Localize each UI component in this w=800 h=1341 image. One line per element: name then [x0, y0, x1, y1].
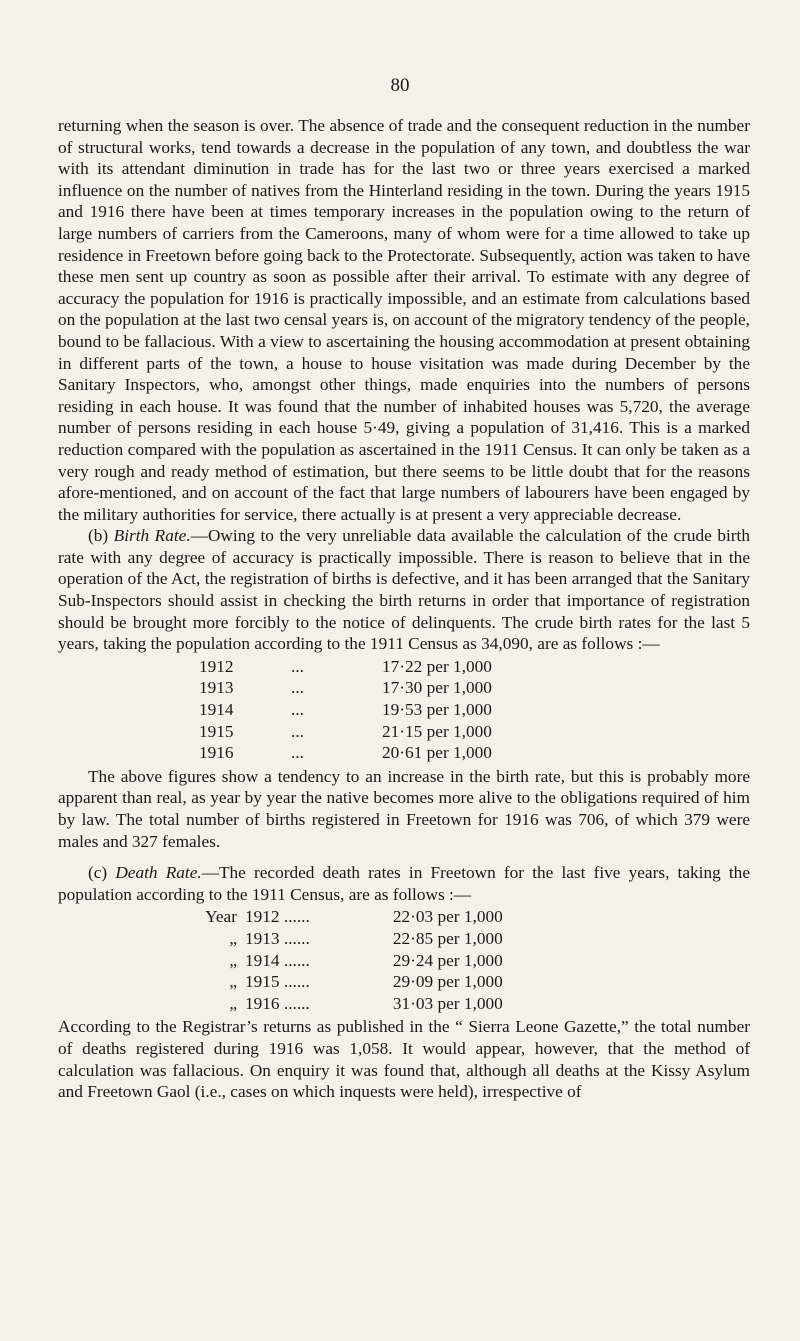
year-cell: 1912	[199, 656, 234, 676]
rate-cell	[382, 656, 492, 678]
leader-dots: ...	[291, 721, 304, 741]
page-number: 80	[390, 75, 410, 96]
rate-cell	[382, 677, 492, 699]
rate-unit: per 1,000	[426, 743, 492, 763]
leader-dots: ...	[291, 700, 304, 720]
table-row	[199, 906, 503, 928]
year-cell: 1913 ...	[245, 928, 297, 948]
table-row	[199, 656, 492, 678]
rate-value: 21·15	[382, 721, 423, 741]
year-label: „	[229, 950, 237, 970]
leader-dots: ...	[296, 972, 310, 992]
table-row	[199, 971, 503, 993]
year-cell: 1916	[199, 743, 234, 763]
year-label: „	[229, 972, 237, 992]
table-row	[199, 928, 503, 950]
birth-rate-commentary: The above figures show a tendency to an increase in the birth rate, but this is probably more apparent than real, as year by year the native becomes more alive to the obligations required of him by law. The total number of births registered in Freetown for 1916 was 706, of which 379 were males and 327 females.	[58, 766, 750, 851]
death-rate-commentary: According to the Registrar’s returns as published in the “ Sierra Leone Gazette,” the total number of deaths registered during 1916 was 1,058. It would appear, however, that the method of calculation was fallacious. On enquiry it was found that, although all deaths at the Kissy Asylum and Freetown Gaol (i.e., cases on which inquests were held), irrespective of	[58, 1017, 750, 1102]
rate-unit: per 1,000	[437, 928, 503, 948]
year-label: Year	[205, 907, 237, 927]
rate-cell	[382, 721, 492, 743]
birth-rate-table	[199, 656, 492, 764]
table-row	[199, 950, 503, 972]
birth-rate-prefix: (b)	[88, 526, 114, 546]
table-row	[199, 699, 492, 721]
rate-value: 29·09	[392, 972, 434, 992]
rate-cell	[382, 699, 492, 721]
rate-value: 20·61	[382, 743, 423, 763]
birth-rate-text: —Owing to the very unreliable data available the calculation of the crude birth rate with any degree of accuracy is practically impossible. There is reason to believe that in the operation of the Act, the registration of births is defective, and it has been arranged that the Sanitary Sub-Inspectors should assist in checking the birth returns in order that importance of registration should be brought more forcibly to the notice of delinquents. The crude birth rates for the last 5 years, taking the population according to the 1911 Census as 34,090, are as follows :—	[58, 526, 750, 654]
year-label: „	[229, 993, 237, 1013]
rate-cell	[393, 928, 503, 950]
rate-value: 22·03	[392, 907, 434, 927]
rate-value: 19·53	[382, 700, 423, 720]
year-cell: 1914	[199, 700, 234, 720]
leader-dots: ...	[291, 743, 304, 763]
leader-dots: ...	[296, 907, 310, 927]
body-text	[58, 115, 750, 1103]
year-cell: 1914 ...	[245, 950, 297, 970]
rate-value: 22·85	[392, 928, 434, 948]
rate-unit: per 1,000	[426, 678, 492, 698]
rate-unit: per 1,000	[426, 721, 492, 741]
table-row	[199, 993, 503, 1015]
table-row	[199, 721, 492, 743]
birth-rate-heading: Birth Rate.	[113, 526, 191, 546]
year-cell: 1915 ...	[245, 972, 297, 992]
rate-unit: per 1,000	[426, 656, 492, 676]
death-rate-prefix: (c)	[88, 863, 116, 883]
table-row	[199, 742, 492, 764]
death-rate-table	[199, 906, 503, 1014]
leader-dots: ...	[296, 993, 310, 1013]
rate-unit: per 1,000	[437, 907, 503, 927]
rate-value: 17·30	[382, 678, 423, 698]
rate-unit: per 1,000	[426, 700, 492, 720]
rate-cell	[382, 742, 492, 764]
rate-value: 29·24	[392, 950, 434, 970]
year-cell: 1912 ...	[245, 907, 297, 927]
rate-value: 17·22	[382, 656, 423, 676]
leader-dots: ...	[296, 950, 310, 970]
year-label: „	[229, 928, 237, 948]
rate-cell	[393, 950, 503, 972]
rate-unit: per 1,000	[437, 993, 503, 1013]
year-cell: 1913	[199, 678, 234, 698]
rate-cell	[393, 971, 503, 993]
rate-cell	[393, 993, 503, 1015]
leader-dots: ...	[296, 928, 310, 948]
rate-unit: per 1,000	[437, 972, 503, 992]
population-paragraph: returning when the season is over. The absence of trade and the consequent reduction in the number of structural works, tend towards a decrease in the population of any town, and doubtless the war with its attendant diminution in trade has for the last two or three years exercised a marked influence on the number of natives from the Hinterland residing in the town. During the years 1915 and 1916 there have been at times temporary increases in the population owing to the return of large numbers of carriers from the Cameroons, many of whom were for a time allowed to take up residence in Freetown before going back to the Protectorate. Subsequently, action was taken to have these men sent up country as soon as possible after their arrival. To estimate with any degree of accuracy the population for 1916 is practically impossible, and an estimate from calculations based on the population at the last two censal years is, on account of the migratory tendency of the people, bound to be fallacious. With a view to ascertaining the housing accommodation at present obtaining in different parts of the town, a house to house visitation was made during December by the Sanitary Inspectors, who, amongst other things, made enquiries into the numbers of persons residing in each house. It was found that the number of inhabited houses was 5,720, the average number of persons residing in each house 5·49, giving a population of 31,416. This is a marked reduction compared with the population as ascertained in the 1911 Census. It can only be taken as a very rough and ready method of estimation, but there seems to be little doubt that for the reasons afore-mentioned, and on account of the fact that large numbers of labourers have been engaged by the military authorities for service, there actually is at present a very appreciable decrease.	[58, 116, 751, 524]
death-rate-paragraph	[58, 862, 750, 905]
year-cell: 1916 ...	[245, 993, 297, 1013]
death-rate-heading: Death Rate.	[115, 863, 202, 883]
rate-cell	[393, 906, 503, 928]
rate-value: 31·03	[392, 993, 434, 1013]
leader-dots: ...	[291, 678, 304, 698]
table-row	[199, 677, 492, 699]
rate-unit: per 1,000	[437, 950, 503, 970]
leader-dots: ...	[291, 656, 304, 676]
birth-rate-paragraph	[58, 525, 750, 655]
death-rate-text: —The recorded death rates in Freetown for the last five years, taking the population according to the 1911 Census, are as follows :—	[58, 863, 750, 904]
year-cell: 1915	[199, 721, 234, 741]
